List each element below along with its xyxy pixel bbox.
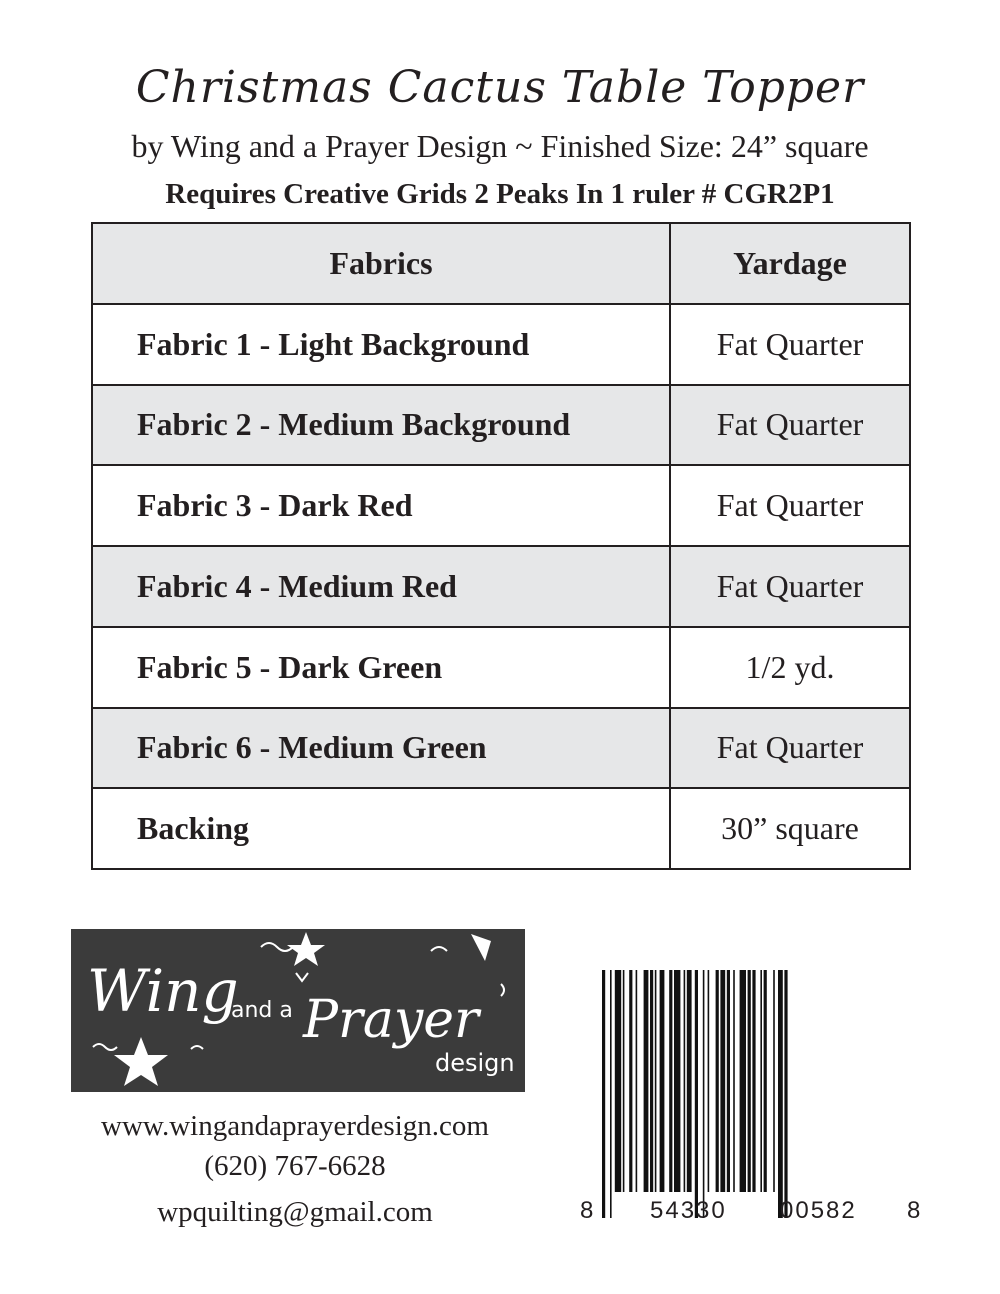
- table-row: [92, 788, 910, 869]
- table-header-row: [92, 223, 910, 304]
- barcode-bar: [644, 970, 649, 1192]
- table-row: [92, 385, 910, 466]
- website-url: www.wingandaprayerdesign.com: [101, 1110, 489, 1142]
- barcode-bar: [778, 970, 783, 1218]
- logo-word-prayer: Prayer: [303, 990, 479, 1050]
- fabric-name: Fabric 4 - Medium Red: [92, 546, 670, 627]
- fabric-yardage: Fat Quarter: [670, 304, 910, 385]
- barcode-bar: [636, 970, 638, 1192]
- barcode-bar: [684, 970, 686, 1192]
- fabric-name: Fabric 6 - Medium Green: [92, 708, 670, 789]
- table-row: [92, 304, 910, 385]
- yardage-column-header: Yardage: [670, 223, 910, 304]
- barcode-bar: [660, 970, 665, 1192]
- upc-barcode: [580, 970, 925, 1225]
- barcode-bar: [760, 970, 762, 1192]
- fabric-yardage: 30” square: [670, 788, 910, 869]
- barcode-bar: [629, 970, 632, 1192]
- barcode-bar: [695, 970, 698, 1218]
- barcode-bar: [773, 970, 775, 1192]
- table-row: [92, 465, 910, 546]
- logo-word-wing: Wing: [87, 957, 239, 1025]
- phone-number: (620) 767-6628: [204, 1150, 386, 1182]
- fabric-name: Fabric 5 - Dark Green: [92, 627, 670, 708]
- barcode-bar: [748, 970, 751, 1192]
- barcode-bar: [708, 970, 710, 1192]
- barcode-bar: [784, 970, 787, 1218]
- barcode-bar: [687, 970, 692, 1192]
- pattern-title: Christmas Cactus Table Topper: [135, 62, 865, 113]
- barcode-digit-right: 8: [907, 1197, 921, 1224]
- barcode-bar: [615, 970, 621, 1192]
- fabrics-column-header: Fabrics: [92, 223, 670, 304]
- fabric-yardage: Fat Quarter: [670, 465, 910, 546]
- fabric-name: Backing: [92, 788, 670, 869]
- barcode-bar: [650, 970, 653, 1192]
- logo-word-design: design: [435, 1049, 515, 1077]
- fabric-yardage: Fat Quarter: [670, 385, 910, 466]
- barcode-bar: [727, 970, 730, 1192]
- table-row: [92, 627, 910, 708]
- barcode-bar: [752, 970, 755, 1192]
- star-icon: [114, 1037, 168, 1086]
- barcode-bar: [716, 970, 719, 1192]
- table-row: [92, 708, 910, 789]
- barcode-bar: [669, 970, 672, 1192]
- barcode-group-right: 00582: [780, 1197, 857, 1224]
- fabric-requirements-table: [91, 222, 911, 870]
- barcode-bar: [703, 970, 705, 1218]
- barcode-bar: [610, 970, 612, 1218]
- barcode-digit-left: 8: [580, 1197, 594, 1224]
- fabric-yardage: Fat Quarter: [670, 546, 910, 627]
- barcode-bar: [674, 970, 680, 1192]
- barcode-bar: [655, 970, 657, 1192]
- fabric-yardage: Fat Quarter: [670, 708, 910, 789]
- fabric-yardage: 1/2 yd.: [670, 627, 910, 708]
- table-row: [92, 546, 910, 627]
- barcode-bar: [740, 970, 746, 1192]
- barcode-bar: [733, 970, 735, 1192]
- barcode-group-left: 54330: [650, 1197, 727, 1224]
- barcode-bar: [623, 970, 625, 1192]
- barcode-bars: [602, 970, 788, 1218]
- ruler-requirement: Requires Creative Grids 2 Peaks In 1 ruler # CGR2P1: [165, 178, 835, 210]
- email-address: wpquilting@gmail.com: [157, 1196, 433, 1228]
- fabric-name: Fabric 2 - Medium Background: [92, 385, 670, 466]
- barcode-bar: [720, 970, 725, 1192]
- logo-word-and-a: and a: [231, 998, 293, 1023]
- star-icon: [287, 932, 325, 966]
- star-icon: [471, 934, 491, 961]
- wing-and-a-prayer-logo: [71, 929, 525, 1092]
- fabric-name: Fabric 1 - Light Background: [92, 304, 670, 385]
- pattern-subtitle: by Wing and a Prayer Design ~ Finished Size: 24” square: [131, 128, 869, 164]
- barcode-bar: [764, 970, 767, 1192]
- barcode-bar: [602, 970, 605, 1218]
- fabric-name: Fabric 3 - Dark Red: [92, 465, 670, 546]
